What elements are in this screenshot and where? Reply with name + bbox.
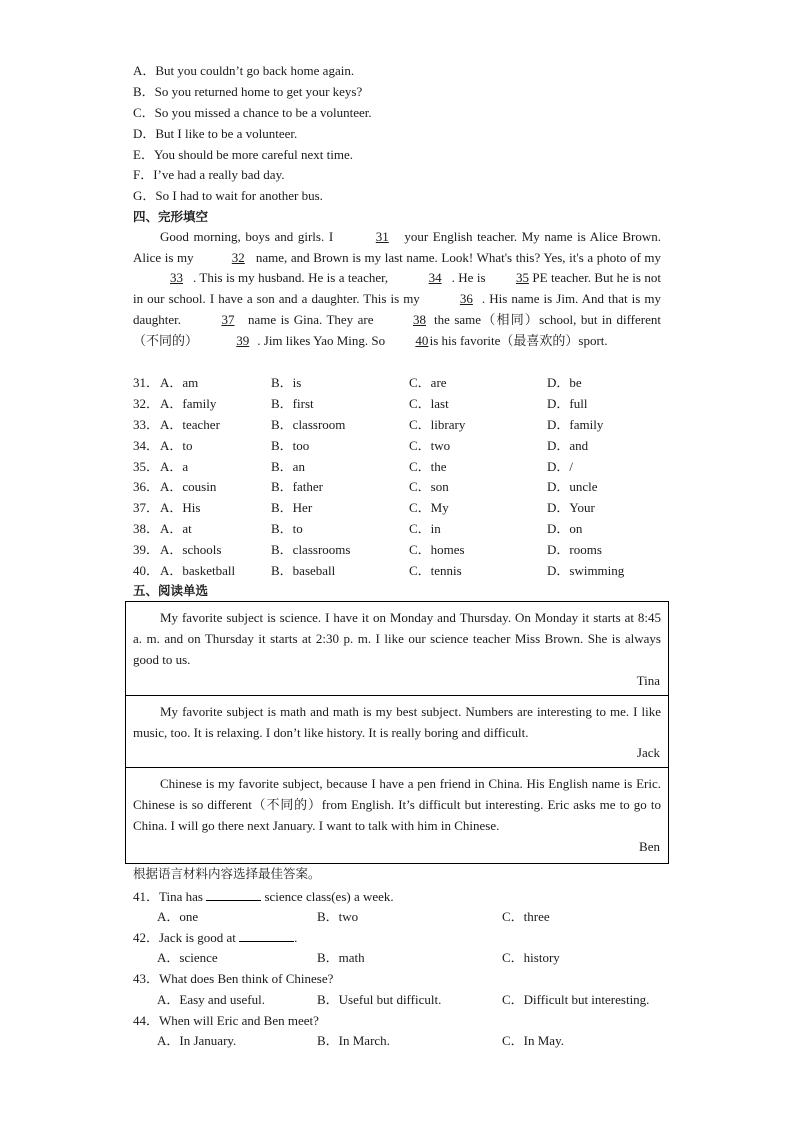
question-39 [133, 542, 673, 558]
choice-b[interactable]: B．an [271, 459, 305, 474]
cloze-passage [133, 227, 661, 351]
answer-blank[interactable] [239, 929, 294, 942]
passage-signature: Ben [639, 839, 660, 854]
cloze-text: Good morning, boys and girls. I [160, 229, 334, 244]
cloze-text: your English teacher. My name is Alice Brown. Alice is my [133, 229, 662, 265]
option-g-line: G．So I had to wait for another bus. [133, 188, 323, 203]
passage-ben [125, 768, 669, 864]
choice-b[interactable]: B．Useful but difficult. [317, 992, 442, 1007]
choice-d[interactable]: D．and [547, 438, 589, 453]
question-41-choices [157, 909, 677, 925]
question-40 [133, 563, 673, 579]
passage-tina [125, 601, 669, 696]
choice-a[interactable]: A．basketball [160, 563, 236, 578]
cloze-text: PE teacher. But he is not in our school. I have a son and a daughter. This is my [133, 270, 662, 307]
question-number: 32． [133, 396, 160, 411]
choice-a[interactable]: A．teacher [160, 417, 220, 432]
choice-c[interactable]: C．the [409, 459, 447, 474]
question-32 [133, 396, 673, 412]
choice-c[interactable]: C．homes [409, 542, 465, 557]
cloze-text: . This is my husband. He is a teacher, [193, 270, 389, 286]
choice-b[interactable]: B．first [271, 396, 314, 411]
choice-a[interactable]: A．His [160, 500, 201, 515]
choice-d[interactable]: D．be [547, 375, 582, 390]
choice-d[interactable]: D．Your [547, 500, 595, 515]
choice-b[interactable]: B．father [271, 479, 323, 494]
question-44 [133, 1013, 319, 1029]
choice-b[interactable]: B．In March. [317, 1033, 390, 1048]
cloze-gap-32: 32 [231, 249, 245, 265]
choice-b[interactable]: B．too [271, 438, 310, 453]
choice-c[interactable]: C．history [502, 950, 560, 965]
section5-heading: 五、阅读单选 [133, 583, 209, 598]
passage-text: Chinese is my favorite subject, because I have a pen friend in China. His English name is Eric. Chinese is so different（不同的）from English. It’s difficult but interesting. Eric asks me to go to China. I will go there next January. I want to talk with him in Chinese. [133, 776, 661, 833]
choice-a[interactable]: A．a [160, 459, 189, 474]
cloze-text: . Jim likes Yao Ming. So [257, 332, 386, 348]
choice-b[interactable]: B．is [271, 375, 302, 390]
choice-b[interactable]: B．Her [271, 500, 313, 515]
choice-b[interactable]: B．two [317, 909, 359, 924]
choice-a[interactable]: A．at [160, 521, 192, 536]
cloze-gap-36: 36 [459, 291, 473, 307]
question-number: 31． [133, 375, 160, 390]
passage-jack [125, 696, 669, 768]
cloze-text: . He is [451, 270, 486, 286]
choice-d[interactable]: D．swimming [547, 563, 625, 578]
choice-c[interactable]: C．in [409, 521, 441, 536]
reading-instruction: 根据语言材料内容选择最佳答案。 [133, 866, 321, 881]
passage-text: My favorite subject is science. I have it on Monday and Thursday. On Monday it starts at 8:45 a. m. and on Thursday it starts at 2:30 p. m. I like our science teacher Miss Brown. She is always good to us. [133, 610, 661, 667]
question-stem: 41．Tina has [133, 889, 203, 904]
choice-a[interactable]: A．Easy and useful. [157, 992, 265, 1007]
cloze-text: . His name is Jim. And that is my daughter. [133, 291, 662, 327]
section4-heading: 四、完形填空 [133, 209, 209, 224]
question-41 [133, 888, 394, 904]
cloze-gap-35: 35 [515, 270, 529, 286]
choice-a[interactable]: A．cousin [160, 479, 217, 494]
passage-signature: Tina [636, 673, 660, 688]
option-a-line: A．But you couldn’t go back home again. [133, 63, 355, 78]
cloze-text: is his favorite（最喜欢的）sport. [429, 332, 608, 348]
passage-signature: Jack [636, 745, 660, 760]
question-37 [133, 500, 673, 516]
choice-c[interactable]: C．library [409, 417, 466, 432]
choice-a[interactable]: A．am [160, 375, 199, 390]
question-33 [133, 417, 673, 433]
choice-b[interactable]: B．classroom [271, 417, 346, 432]
choice-b[interactable]: B．baseball [271, 563, 336, 578]
cloze-gap-33: 33 [170, 270, 183, 286]
question-34 [133, 438, 673, 454]
option-b-line: B．So you returned home to get your keys? [133, 84, 363, 99]
choice-b[interactable]: B．classrooms [271, 542, 351, 557]
cloze-gap-37: 37 [221, 311, 235, 327]
choice-a[interactable]: A．schools [160, 542, 222, 557]
passage-text: My favorite subject is math and math is my best subject. Numbers are interesting to me. I like music, too. It is relaxing. I don’t like history. It is really boring and difficult. [133, 704, 661, 740]
option-f-line: F．I’ve had a really bad day. [133, 167, 285, 182]
question-number: 33． [133, 417, 160, 432]
question-number: 36． [133, 479, 160, 494]
question-number: 34． [133, 438, 160, 453]
choice-a[interactable]: A．one [157, 909, 199, 924]
choice-d[interactable]: D．/ [547, 459, 574, 474]
cloze-text: the same（相同）school, but in different（不同的） [133, 311, 661, 348]
question-stem-end: science class(es) a week. [264, 889, 394, 904]
option-c-line: C．So you missed a chance to be a volunteer. [133, 105, 372, 120]
choice-d[interactable]: D．rooms [547, 542, 602, 557]
option-d-line: D．But I like to be a volunteer. [133, 126, 298, 141]
question-number: 38． [133, 521, 160, 536]
question-42 [133, 929, 297, 945]
cloze-gap-39: 39 [236, 332, 250, 348]
choice-c[interactable]: C．My [409, 500, 449, 515]
question-stem: 42．Jack is good at [133, 930, 236, 945]
question-43-choices [157, 992, 677, 1008]
choice-c[interactable]: C．son [409, 479, 449, 494]
choice-c[interactable]: C．two [409, 438, 451, 453]
choice-c[interactable]: C．Difficult but interesting. [502, 992, 650, 1007]
choice-a[interactable]: A．family [160, 396, 217, 411]
question-31 [133, 375, 673, 391]
choice-c[interactable]: C．tennis [409, 563, 462, 578]
cloze-gap-40: 40 [415, 332, 429, 348]
question-42-choices [157, 950, 677, 966]
choice-d[interactable]: D．on [547, 521, 583, 536]
question-44-choices [157, 1033, 677, 1049]
question-43 [133, 971, 333, 987]
choice-c[interactable]: C．are [409, 375, 447, 390]
choice-c[interactable]: C．In May. [502, 1033, 564, 1048]
choice-b[interactable]: B．math [317, 950, 365, 965]
choice-b[interactable]: B．to [271, 521, 303, 536]
choice-a[interactable]: A．science [157, 950, 218, 965]
question-number: 40． [133, 563, 160, 578]
cloze-gap-38: 38 [413, 311, 426, 327]
question-35 [133, 459, 673, 475]
choice-a[interactable]: A．In January. [157, 1033, 237, 1048]
question-stem-end: . [294, 930, 298, 945]
question-stem: 43．What does Ben think of Chinese? [133, 971, 334, 986]
option-e-line: E．You should be more careful next time. [133, 147, 353, 162]
answer-blank[interactable] [206, 888, 261, 901]
choice-d[interactable]: D．full [547, 396, 588, 411]
question-36 [133, 479, 673, 495]
cloze-text: name is Gina. They are [247, 311, 374, 327]
choice-d[interactable]: D．uncle [547, 479, 598, 494]
question-38 [133, 521, 673, 537]
question-stem: 44．When will Eric and Ben meet? [133, 1013, 319, 1028]
question-number: 35． [133, 459, 160, 474]
cloze-gap-34: 34 [428, 270, 442, 286]
choice-c[interactable]: C．last [409, 396, 449, 411]
question-number: 37． [133, 500, 160, 515]
choice-d[interactable]: D．family [547, 417, 604, 432]
cloze-gap-31: 31 [375, 229, 389, 244]
cloze-text: name, and Brown is my last name. Look! What's this? Yes, it's a photo of my [255, 249, 662, 265]
question-number: 39． [133, 542, 160, 557]
choice-a[interactable]: A．to [160, 438, 193, 453]
choice-c[interactable]: C．three [502, 909, 550, 924]
